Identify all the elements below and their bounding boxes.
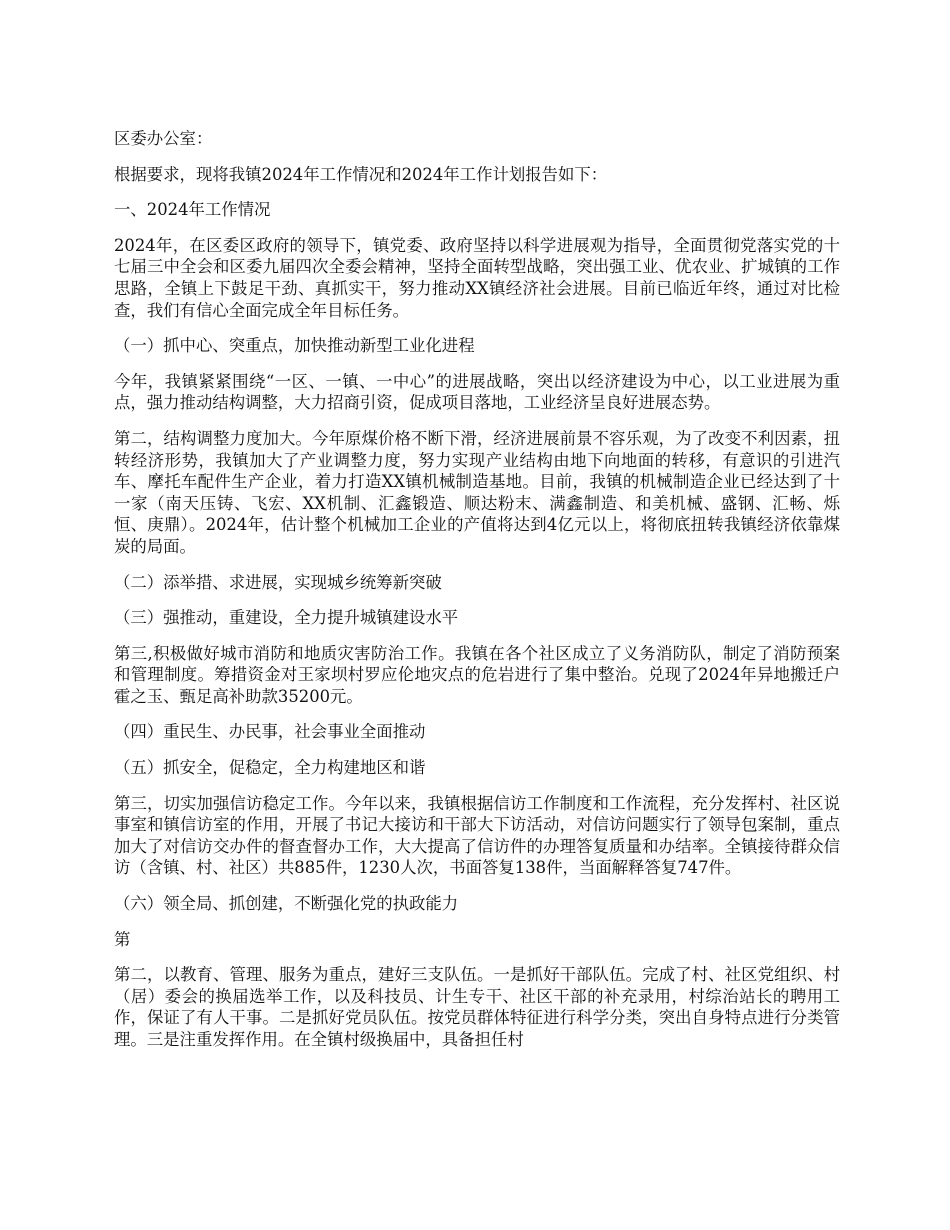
subsection-heading: （五）抓安全，促稳定，全力构建地区和谐 <box>114 758 426 778</box>
body-paragraph: 第三，切实加强信访稳定工作。今年以来，我镇根据信访工作制度和工作流程，充分发挥村、社区说事室和镇信访室的作用，开展了书记大接访和干部大下访活动，对信访问题实行了领导包案制，重点加大了对信访交办件的督查督办工作，大大提高了信访件的办理答复质量和办结率。全镇接待群众信访（含镇、村、社区）共885件，1230人次，书面答复138件，当面解释答复747件。 <box>114 793 840 878</box>
subsection-heading: （六）领全局、抓创建，不断强化党的执政能力 <box>114 894 459 914</box>
subsection-heading: （一）抓中心、突重点，加快推动新型工业化进程 <box>114 336 475 356</box>
document-body <box>114 128 840 1065</box>
intro-paragraph: 根据要求，现将我镇2024年工作情况和2024年工作计划报告如下： <box>114 164 608 184</box>
body-paragraph: 第二，结构调整力度加大。今年原煤价格不断下滑，经济进展前景不容乐观，为了改变不利因素，扭转经济形势，我镇加大了产业调整力度，努力实现产业结构由地下向地面的转移，有意识的引进汽车、摩托车配件生产企业，着力打造XX镇机械制造基地。目前，我镇的机械制造企业已经达到了十一家（南天压铸、飞宏、XX机制、汇鑫锻造、顺达粉末、满鑫制造、和美机械、盛钢、汇畅、烁恒、庚鼎）。2024年，估计整个机械加工企业的产值将达到4亿元以上，将彻底扭转我镇经济依靠煤炭的局面。 <box>114 428 840 556</box>
body-paragraph: 今年，我镇紧紧围绕“一区、一镇、一中心”的进展战略，突出以经济建设为中心，以工业进展为重点，强力推动结构调整，大力招商引资，促成项目落地，工业经济呈良好进展态势。 <box>114 371 840 413</box>
body-paragraph: 2024年，在区委区政府的领导下，镇党委、政府坚持以科学进展观为指导，全面贯彻党落实党的十七届三中全会和区委九届四次全委会精神，坚持全面转型战略，突出强工业、优农业、扩城镇的工作思路，全镇上下鼓足干劲、真抓实干，努力推动XX镇经济社会进展。目前已临近年终，通过对比检查，我们有信心全面完成全年目标任务。 <box>114 235 840 320</box>
section-heading: 一、2024年工作情况 <box>114 200 271 220</box>
subsection-heading: （四）重民生、办民事，社会事业全面推动 <box>114 722 426 742</box>
body-paragraph: 第 <box>114 929 131 949</box>
body-paragraph: 第二，以教育、管理、服务为重点，建好三支队伍。一是抓好干部队伍。完成了村、社区党组织、村（居）委会的换届选举工作，以及科技员、计生专干、社区干部的补充录用，村综治站长的聘用工作，保证了有人干事。二是抓好党员队伍。按党员群体特征进行科学分类，突出自身特点进行分类管理。三是注重发挥作用。在全镇村级换届中，具备担任村 <box>114 965 840 1049</box>
subsection-heading: （二）添举措、求进展，实现城乡统筹新突破 <box>114 572 442 592</box>
subsection-heading: （三）强推动，重建设，全力提升城镇建设水平 <box>114 608 459 628</box>
body-paragraph: 第三,积极做好城市消防和地质灾害防治工作。我镇在各个社区成立了义务消防队，制定了消防预案和管理制度。筹措资金对王家坝村罗应伦地灾点的危岩进行了集中整治。兑现了2024年异地搬迁户霍之玉、甄足高补助款35200元。 <box>114 643 840 706</box>
salutation: 区委办公室： <box>114 129 213 148</box>
